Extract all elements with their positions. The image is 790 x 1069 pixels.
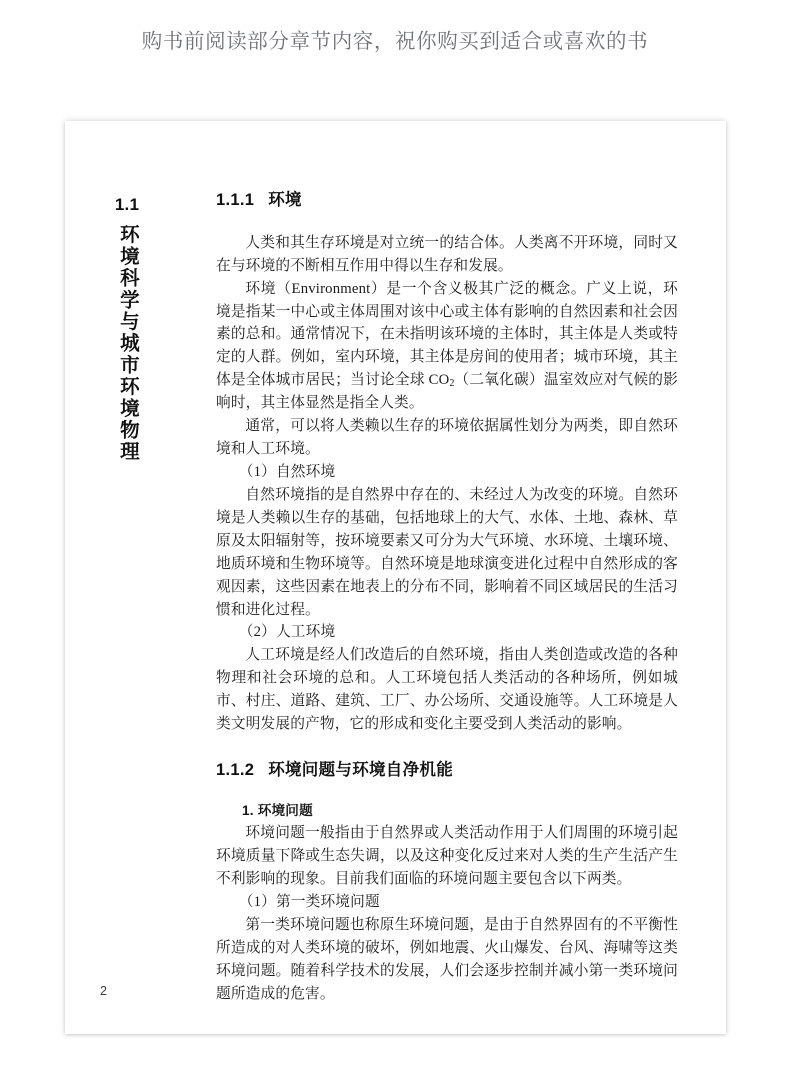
sub-heading-environmental-problems: 1. 环境问题 — [242, 802, 313, 818]
section-number: 1.1.2 — [216, 761, 255, 780]
section-title: 环境 — [268, 191, 302, 209]
promo-banner-text: 购书前阅读部分章节内容，祝你购买到适合或喜欢的书 — [141, 30, 649, 53]
paragraph: 第一类环境问题也称原生环境问题，是由于自然界固有的不平衡性所造成的对人类环境的破坏，例如地震、火山爆发、台风、海啸等这类环境问题。随着科学技术的发展，人们会逐步控制并减小第一类环境问题所造成的危害。 — [216, 916, 678, 1002]
section-number: 1.1.1 — [216, 191, 255, 209]
book-page-sheet — [65, 121, 726, 1034]
chapter-number: 1.1 — [114, 195, 140, 214]
paragraph: 环境问题一般指由于自然界或人类活动作用于人们周围的环境引起环境质量下降或生态失调，以及这种变化反过来对人类的生产生活产生不利影响的现象。目前我们面临的环境问题主要包含以下两类。 — [216, 825, 678, 888]
latin-term-environment: Environment — [291, 280, 371, 297]
page-number: 2 — [100, 984, 107, 998]
spacer — [216, 736, 678, 761]
list-label-natural-environment: （1）自然环境 — [238, 464, 336, 481]
list-label-first-category: （1）第一类环境问题 — [238, 894, 380, 911]
section-title: 环境问题与环境自净机能 — [268, 761, 454, 780]
spacer — [216, 781, 678, 801]
paragraph-environment-definition — [216, 278, 678, 416]
paragraph-part-post: （二氧化碳）温室效应对气候的影响时，其主体显然是指全人类。 — [216, 372, 678, 412]
list-label-artificial-environment: （2）人工环境 — [238, 624, 336, 641]
chapter-title-vertical: 环境科学与城市环境物理 — [116, 224, 139, 463]
paragraph-part-pre: 环境（ — [245, 280, 292, 297]
paragraph: 自然环境指的是自然界中存在的、未经过人为改变的环境。自然环境是人类赖以生存的基础，包括地球上的大气、水体、土地、森林、草原及太阳辐射等，按环境要素又可分为大气环境、水环境、土壤环境、地质环境和生物环境等。自然环境是地球演变进化过程中自然形成的客观因素，这些因素在地表上的分布不同，影响着不同区域居民的生活习惯和进化过程。 — [216, 486, 678, 618]
paragraph: 人工环境是经人们改造后的自然环境，指由人类创造或改造的各种物理和社会环境的总和。人工环境包括人类活动的各种场所，例如城市、村庄、道路、建筑、工厂、办公场所、交通设施等。人工环境是人类文明发展的产物，它的形成和变化主要受到人类活动的影响。 — [216, 647, 678, 733]
paragraph: 通常，可以将人类赖以生存的环境依据属性划分为两类，即自然环境和人工环境。 — [216, 418, 678, 458]
promo-banner — [0, 0, 790, 92]
paragraph-part-mid: ）是一个含义极其广泛的概念。广义上说，环境是指某一中心或主体周围对该中心或主体有影响的自然因素和社会因素的总和。通常情况下，在未指明该环境的主体时，其主体是人类或特定的人群。例如，室内环境，其主体是房间的使用者；城市环境，其主体是全体城市居民；当讨论全球 CO — [216, 280, 678, 389]
section-heading-1-1-2 — [216, 761, 678, 781]
page-content — [216, 191, 678, 1006]
section-heading-1-1-1 — [216, 191, 678, 211]
subscript-co2: 2 — [449, 378, 455, 390]
chapter-rail — [97, 196, 157, 468]
paragraph: 人类和其生存环境是对立统一的结合体。人类离不开环境，同时又在与环境的不断相互作用中得以生存和发展。 — [216, 234, 678, 274]
spacer — [216, 211, 678, 232]
